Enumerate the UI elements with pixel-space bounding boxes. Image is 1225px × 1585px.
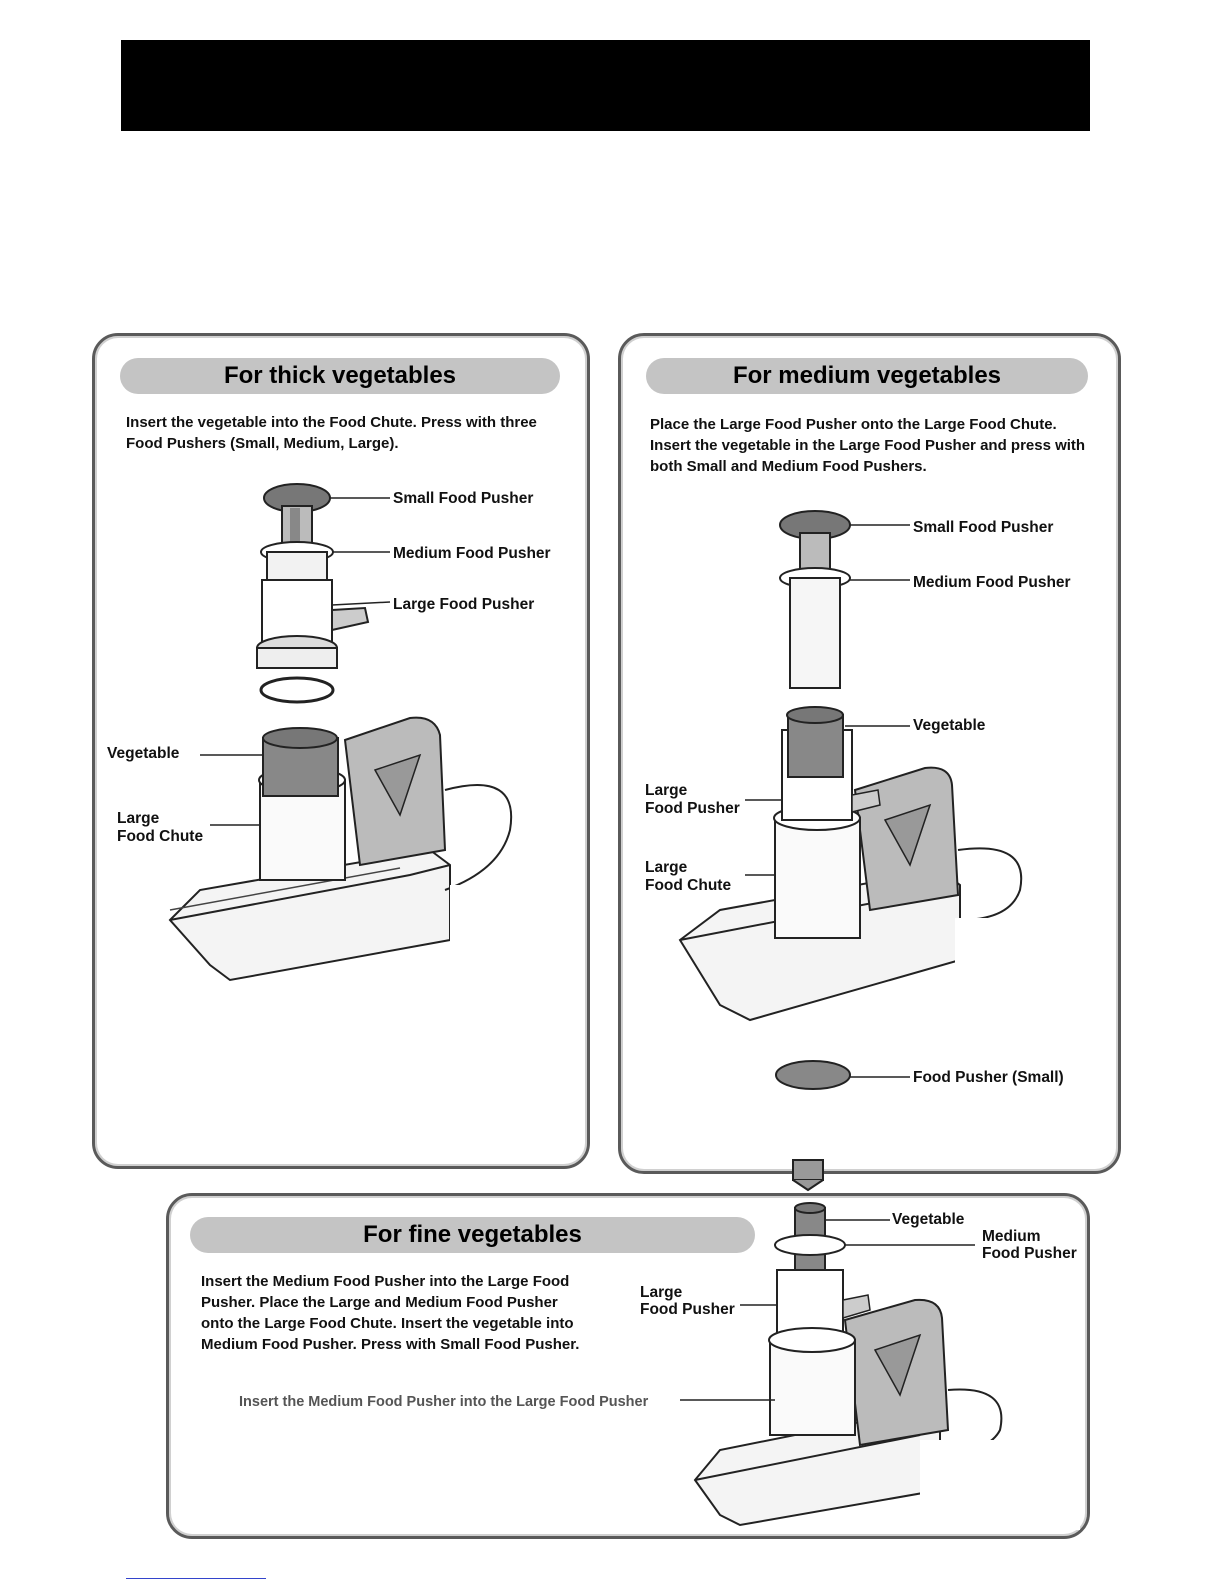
- panel-medium-title: For medium vegetables: [646, 358, 1088, 394]
- label-fine-insert-caption: Insert the Medium Food Pusher into the Large Food Pusher: [239, 1394, 649, 1410]
- panel-medium-description: Place the Large Food Pusher onto the Large Food Chute. Insert the vegetable in the Large Food Pusher and press with both Small and Medium Food Pushers.: [650, 416, 1086, 475]
- label-medium-vegetable: Vegetable: [913, 717, 986, 734]
- label-medium-chute-line1: Large: [645, 859, 688, 876]
- label-thick-medium-pusher: Medium Food Pusher: [393, 545, 551, 562]
- label-fine-large-pusher-line1: Large: [640, 1284, 683, 1301]
- panel-thick-title: For thick vegetables: [120, 358, 560, 394]
- label-medium-chute-line2: Food Chute: [645, 877, 732, 894]
- label-medium-medium-pusher: Medium Food Pusher: [913, 574, 1071, 591]
- label-fine-medium-pusher-line1: Medium: [982, 1228, 1041, 1245]
- thick-white-mask: [450, 885, 570, 990]
- panel-fine-description: Insert the Medium Food Pusher into the Large Food Pusher. Place the Large and Medium Food Pusher onto the Large Food Chute. Insert the vegetable into Medium Food Pusher. Press with Small Food Pusher.: [201, 1273, 580, 1353]
- label-thick-vegetable: Vegetable: [107, 745, 180, 762]
- label-thick-large-pusher: Large Food Pusher: [393, 596, 535, 613]
- label-medium-large-pusher-line2: Food Pusher: [645, 800, 740, 817]
- label-fine-large-pusher-line2: Food Pusher: [640, 1301, 735, 1318]
- label-medium-small-pusher: Small Food Pusher: [913, 519, 1054, 536]
- label-thick-small-pusher: Small Food Pusher: [393, 490, 534, 507]
- medium-white-mask: [955, 918, 1095, 1018]
- label-thick-chute-line1: Large: [117, 810, 160, 827]
- fine-white-mask: [920, 1440, 1080, 1530]
- header-bar: [121, 40, 1090, 131]
- panel-thick-description: Insert the vegetable into the Food Chute. Press with three Food Pushers (Small, Medium, Large).: [126, 414, 537, 452]
- panel-fine-title: For fine vegetables: [190, 1217, 755, 1253]
- label-thick-chute-line2: Food Chute: [117, 828, 204, 845]
- label-medium-large-pusher-line1: Large: [645, 782, 688, 799]
- label-fine-medium-pusher-line2: Food Pusher: [982, 1245, 1077, 1262]
- footer-link-underline: [126, 1578, 266, 1579]
- label-medium-food-pusher-small: Food Pusher (Small): [913, 1069, 1064, 1086]
- label-fine-vegetable: Vegetable: [892, 1211, 965, 1228]
